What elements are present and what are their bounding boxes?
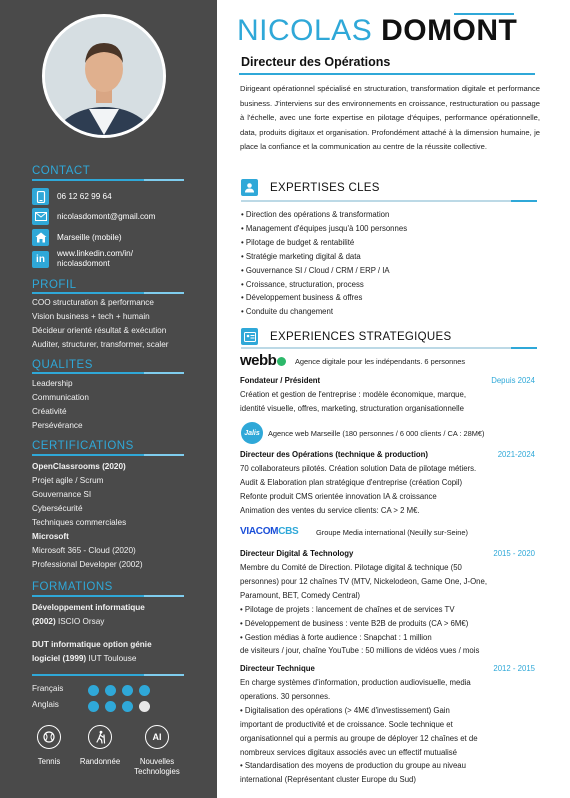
linkedin-icon: in — [32, 251, 49, 268]
desc-line: Animation des ventes du service clients: CA > 2 M€. — [240, 505, 420, 515]
desc-line: • Développement de business : vente B2B de produits (CA > 6M€) — [240, 618, 469, 628]
desc-line: personnes) pour 12 chaînes TV (MTV, Nickelodeon, Game One, J-One, — [240, 576, 488, 586]
contact-phone — [32, 188, 112, 205]
profil-item: Décideur orienté résultat & exécution — [32, 326, 167, 335]
email-text[interactable]: nicolasdomont@gmail.com — [57, 211, 156, 221]
contact-title: CONTACT — [32, 165, 91, 177]
desc-line: organisationnel qui a permis au groupe de déployer 12 chaînes et de — [240, 733, 478, 743]
formation-1-school: ISCIO Orsay — [55, 617, 105, 626]
viacom-role: Directeur Digital & Technology — [240, 549, 354, 558]
jalis-description — [240, 462, 476, 518]
formation-2-school: IUT Toulouse — [86, 654, 137, 663]
desc-line: Audit & Elaboration plan stratégique d'entreprise (création Copil) — [240, 477, 463, 487]
tennis-icon — [37, 725, 61, 749]
ai-icon-glyph: AI — [152, 732, 162, 742]
language-english: Anglais — [32, 700, 59, 709]
expertise-item: • Pilotage de budget & rentabilité — [241, 237, 355, 247]
jalis-logo-text: Jalis — [244, 429, 260, 437]
profil-item: Vision business + tech + humain — [32, 312, 150, 321]
profil-title: PROFIL — [32, 279, 77, 291]
hobby-label: Tennis — [37, 757, 61, 766]
language-french-level — [88, 685, 150, 696]
intro-paragraph: Dirigeant opérationnel spécialisé en structuration, transformation digitale et performance business. J'interviens sur des environnements en croissance, restructuration ou passage à l'échelle, avec une forte expertise en pilotage d'équipes, performance opérationnelle, data, produits digitaux et organisation. Profondément attaché à la dimension humaine, je place la confiance et la communication au centre de la réussite collective. — [240, 84, 540, 152]
expertises-title: EXPERTISES CLES — [270, 181, 380, 194]
webbo-logo-dot — [277, 357, 286, 366]
level-dot — [88, 685, 99, 696]
level-dot — [105, 701, 116, 712]
cert-org: Microsoft — [32, 532, 69, 541]
cert-item: Cybersécurité — [32, 504, 83, 513]
desc-line: Refonte produit CMS orientée innovation IA & croissance — [240, 491, 437, 501]
cert-org: OpenClassrooms (2020) — [32, 462, 126, 471]
full-name — [237, 14, 517, 48]
hobby-tech — [127, 725, 187, 777]
location-text: Marseille (mobile) — [57, 232, 122, 242]
level-dot — [88, 701, 99, 712]
sidebar — [0, 0, 217, 798]
desc-line: operations. 30 personnes. — [240, 691, 331, 701]
section-divider — [32, 372, 184, 374]
jalis-role: Directeur des Opérations (technique & production) — [240, 450, 429, 459]
desc-line: nombreux services digitaux associés avec un effectif mutualisé — [240, 747, 457, 757]
viacom-date: 2015 - 2020 — [493, 549, 535, 558]
cert-item: Techniques commerciales — [32, 518, 127, 527]
formation-1-year: (2002) — [32, 617, 56, 626]
language-french: Français — [32, 684, 64, 693]
level-dot — [139, 685, 150, 696]
qualite-item: Communication — [32, 393, 89, 402]
tech-date: 2012 - 2015 — [493, 664, 535, 673]
desc-line: international (Représentant cluster Europe du Sud) — [240, 775, 416, 785]
cert-item: Gouvernance SI — [32, 490, 92, 499]
certifications-title: CERTIFICATIONS — [32, 440, 134, 452]
hobby-label: Randonnée — [79, 757, 121, 766]
level-dot — [122, 701, 133, 712]
language-english-level — [88, 701, 150, 712]
first-name: NICOLAS — [237, 14, 373, 47]
qualite-item: Leadership — [32, 379, 73, 388]
title-divider — [239, 73, 535, 75]
cert-item: Microsoft 365 - Cloud (2020) — [32, 546, 136, 555]
linkedin-line-1[interactable]: www.linkedin.com/in/ — [57, 249, 133, 258]
ai-icon — [145, 725, 169, 749]
section-divider — [32, 674, 184, 676]
level-dot — [122, 685, 133, 696]
phone-text[interactable]: 06 12 62 99 64 — [57, 191, 112, 201]
formation-2-title: DUT informatique option génie — [32, 640, 152, 649]
profil-item: COO structuration & performance — [32, 298, 154, 307]
desc-line: identité visuelle, offres, marketing, structuration organisationnelle — [240, 403, 464, 413]
section-divider — [241, 200, 537, 202]
qualites-title: QUALITES — [32, 359, 93, 371]
home-icon — [32, 229, 49, 246]
webbo-description — [240, 388, 466, 416]
hobby-label — [127, 757, 187, 777]
cert-item: Projet agile / Scrum — [32, 476, 104, 485]
formation-1-detail — [32, 617, 104, 626]
linkedin-line-2[interactable]: nicolasdomont — [57, 259, 110, 268]
viacom-logo-text-b: CBS — [278, 526, 299, 537]
contact-email — [32, 208, 155, 225]
section-divider — [32, 292, 184, 294]
main-content — [217, 0, 570, 798]
level-dot-empty — [139, 701, 150, 712]
desc-line: • Gestion médias à forte audience : Snapchat : 1 million — [240, 632, 432, 642]
contact-location — [32, 229, 122, 246]
viacom-company: Groupe Media international (Neuilly sur-Seine) — [316, 528, 468, 537]
desc-line: de visiteurs / jour, chaîne YouTube : 50 millions de vidéos vues / mois — [240, 646, 480, 656]
cert-item: Professional Developer (2002) — [32, 560, 143, 569]
expertise-item: • Stratégie marketing digital & data — [241, 251, 361, 261]
expertises-header — [241, 179, 380, 196]
job-title: Directeur des Opérations — [241, 55, 391, 69]
webbo-logo-text: webb — [240, 352, 277, 369]
expertises-list — [241, 208, 407, 319]
linkedin-text[interactable] — [57, 249, 133, 269]
experiences-title: EXPERIENCES STRATEGIQUES — [270, 330, 452, 343]
profile-photo — [42, 14, 166, 138]
expertise-item: • Conduite du changement — [241, 307, 334, 317]
phone-icon — [32, 188, 49, 205]
desc-line: • Standardisation des moyens de production du groupe au niveau — [240, 761, 466, 771]
desc-line: Membre du Comité de Direction. Pilotage digital & technique (50 — [240, 563, 462, 572]
hobby-label-line-1: Nouvelles — [139, 757, 175, 766]
hobby-label-line-2: Technologies — [134, 767, 180, 776]
formations-title: FORMATIONS — [32, 581, 113, 593]
desc-line: En charge systèmes d'information, production audiovisuelle, media — [240, 678, 471, 687]
tech-description — [240, 676, 478, 787]
formation-2-detail — [32, 654, 136, 663]
desc-line: Création et gestion de l'entreprise : modèle économique, marque, — [240, 390, 466, 399]
section-divider — [32, 595, 184, 597]
last-name: DOMONT — [381, 14, 518, 47]
webbo-company: Agence digitale pour les indépendants. 6 personnes — [295, 357, 466, 366]
hiking-icon — [88, 725, 112, 749]
desc-line: important de productivité et de croissance. Socle technique et — [240, 719, 453, 729]
section-divider — [32, 179, 184, 181]
level-dot — [105, 685, 116, 696]
desc-line: 70 collaborateurs pilotés. Création solution Data de pilotage métiers. — [240, 464, 477, 473]
viacom-description — [240, 561, 487, 658]
qualite-item: Persévérance — [32, 421, 83, 430]
webbo-date: Depuis 2024 — [491, 376, 535, 385]
contact-linkedin — [32, 249, 133, 269]
section-divider — [32, 454, 184, 456]
expertise-item: • Croissance, structuration, process — [241, 279, 364, 289]
jalis-date: 2021-2024 — [497, 450, 535, 459]
hobby-hiking — [70, 725, 130, 767]
expertise-item: • Gouvernance SI / Cloud / CRM / ERP / IA — [241, 265, 390, 275]
user-icon — [241, 179, 258, 196]
webbo-logo — [240, 352, 286, 369]
jalis-logo — [241, 422, 263, 444]
desc-line: • Pilotage de projets : lancement de chaînes et de services TV — [240, 604, 455, 614]
expertise-item: • Management d'équipes jusqu'à 100 personnes — [241, 223, 408, 233]
viacom-logo-text-a: VIACOM — [240, 526, 279, 537]
expertise-item: • Développement business & offres — [241, 293, 363, 303]
qualite-item: Créativité — [32, 407, 67, 416]
desc-line: Paramount, BET, Comedy Central) — [240, 590, 361, 600]
formation-1-title: Développement informatique — [32, 603, 145, 612]
tech-role: Directeur Technique — [240, 664, 315, 673]
mail-icon — [32, 208, 49, 225]
badge-icon — [241, 328, 258, 345]
viacom-logo — [240, 526, 298, 537]
webbo-role: Fondateur / Président — [240, 376, 321, 385]
desc-line: • Digitalisation des opérations (> 4M€ d'investissement) Gain — [240, 705, 450, 715]
profil-item: Auditer, structurer, transformer, scaler — [32, 340, 169, 349]
experiences-header — [241, 328, 451, 345]
expertise-item: • Direction des opérations & transformation — [241, 210, 390, 219]
formation-2-year: logiciel (1999) — [32, 654, 87, 663]
section-divider — [241, 347, 537, 349]
jalis-company: Agence web Marseille (180 personnes / 6 000 clients / CA : 28M€) — [268, 429, 485, 438]
